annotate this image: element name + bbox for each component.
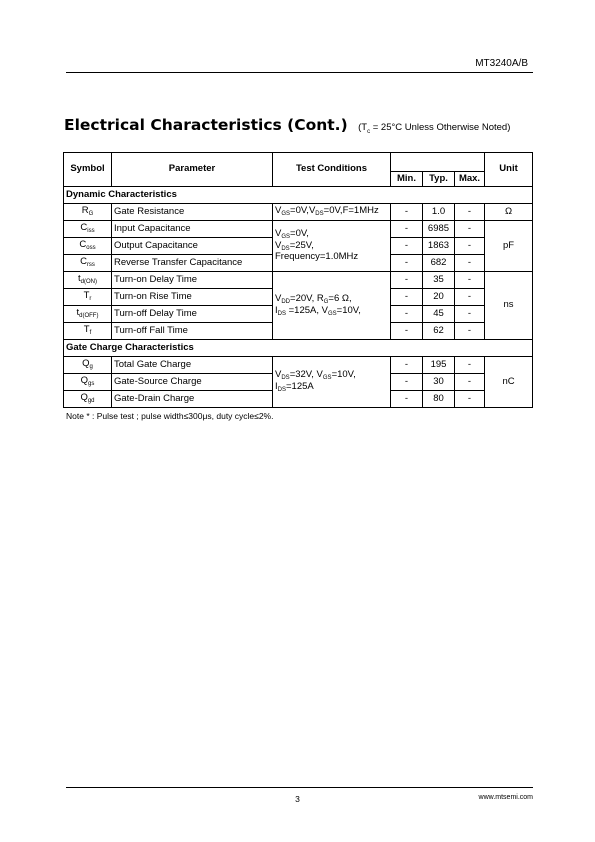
footnote: Note * : Pulse test ; pulse width≤300μs, duty cycle≤2%.: [66, 411, 274, 421]
tc-text: =0V,: [290, 227, 309, 239]
symbol-main: t: [78, 273, 81, 285]
header-max: Max.: [455, 172, 485, 187]
test-condition-cell: [273, 357, 391, 408]
header-parameter: Parameter: [112, 153, 273, 187]
symbol-main: C: [79, 239, 87, 251]
min-cell: -: [391, 221, 423, 238]
section-title-row: [64, 116, 510, 135]
typ-cell: 1.0: [423, 204, 455, 221]
tc-text: =10V,: [336, 304, 361, 316]
min-cell: -: [391, 255, 423, 272]
symbol-sub: r: [89, 296, 92, 303]
tc-sub: DS: [281, 375, 290, 382]
tc-text: =125A, V: [285, 304, 328, 316]
page-number: 3: [295, 794, 300, 804]
test-condition-cell: [273, 204, 391, 221]
tc-text: V: [275, 369, 282, 381]
cond-open: (T: [358, 122, 368, 133]
max-cell: -: [455, 306, 485, 323]
symbol-main: T: [83, 290, 90, 302]
tc-sub: DS: [281, 245, 290, 252]
cond-rest: = 25°C Unless Otherwise Noted): [370, 122, 511, 133]
symbol-cell: [64, 374, 112, 391]
parameter-cell: Turn-off Fall Time: [112, 323, 273, 340]
parameter-cell: Output Capacitance: [112, 238, 273, 255]
tc-text: =20V, R: [290, 292, 324, 304]
parameter-cell: Turn-on Rise Time: [112, 289, 273, 306]
min-cell: -: [391, 357, 423, 374]
tc-line: [275, 306, 388, 318]
tc-sub: G: [323, 298, 329, 305]
table-header-row: [64, 153, 533, 172]
unit-cell: nC: [485, 357, 533, 408]
symbol-cell: [64, 289, 112, 306]
symbol-main: Q: [80, 375, 89, 387]
min-cell: -: [391, 204, 423, 221]
max-cell: -: [455, 357, 485, 374]
tc-sub: DS: [277, 387, 286, 393]
typ-cell: 45: [423, 306, 455, 323]
symbol-sub: d(ON): [80, 279, 97, 286]
typ-cell: 62: [423, 323, 455, 340]
unit-cell: ns: [485, 272, 533, 340]
min-cell: -: [391, 374, 423, 391]
typ-cell: 30: [423, 374, 455, 391]
header-min: Min.: [391, 172, 423, 187]
symbol-main: Q: [82, 358, 90, 370]
parameter-cell: Reverse Transfer Capacitance: [112, 255, 273, 272]
footer-rule: [66, 787, 533, 788]
unit-cell: pF: [485, 221, 533, 272]
symbol-main: T: [83, 324, 90, 336]
max-cell: -: [455, 374, 485, 391]
typ-cell: 682: [423, 255, 455, 272]
min-cell: -: [391, 323, 423, 340]
unit-cell: Ω: [485, 204, 533, 221]
header-typ: Typ.: [423, 172, 455, 187]
symbol-cell: [64, 272, 112, 289]
symbol-sub: g: [89, 364, 93, 371]
parameter-cell: Gate-Source Charge: [112, 374, 273, 391]
tc-text: =125A: [285, 381, 314, 392]
tc-text: V: [275, 227, 282, 239]
title-condition: [358, 122, 510, 133]
tc-sub: GS: [281, 233, 291, 240]
symbol-main: t: [76, 307, 80, 319]
typ-cell: 6985: [423, 221, 455, 238]
table-row: [64, 204, 533, 221]
website-link[interactable]: www.mtsemi.com: [478, 794, 533, 801]
section-row-gate-charge: [64, 340, 533, 357]
symbol-cell: [64, 323, 112, 340]
tc-text: =0V,F=1MHz: [323, 205, 379, 217]
typ-cell: 80: [423, 391, 455, 408]
header-symbol: Symbol: [64, 153, 112, 187]
max-cell: -: [455, 238, 485, 255]
symbol-sub: gs: [88, 381, 95, 388]
parameter-cell: Total Gate Charge: [112, 357, 273, 374]
symbol-sub: G: [88, 211, 94, 218]
electrical-characteristics-table: [63, 152, 533, 408]
tc-text: =6 Ω,: [328, 292, 352, 304]
max-cell: -: [455, 204, 485, 221]
tc-text: =25V,: [289, 239, 314, 251]
symbol-cell: [64, 357, 112, 374]
tc-sub: DD: [281, 298, 291, 305]
table-row: [64, 272, 533, 289]
header-values-group: [391, 153, 485, 172]
section-gate-charge-label: Gate Charge Characteristics: [64, 340, 533, 357]
max-cell: -: [455, 323, 485, 340]
symbol-cell: [64, 391, 112, 408]
tc-text: =10V,: [331, 369, 356, 381]
cond-sub: c: [367, 128, 371, 135]
symbol-sub: f: [89, 330, 92, 337]
header-test-conditions: Test Conditions: [273, 153, 391, 187]
min-cell: -: [391, 289, 423, 306]
header-part-number: MT3240A/B: [475, 58, 528, 69]
min-cell: -: [391, 306, 423, 323]
min-cell: -: [391, 272, 423, 289]
tc-text: V: [275, 239, 282, 251]
typ-cell: 1863: [423, 238, 455, 255]
symbol-sub: iss: [87, 228, 95, 235]
table-row: [64, 221, 533, 238]
min-cell: -: [391, 238, 423, 255]
parameter-cell: Gate-Drain Charge: [112, 391, 273, 408]
header-unit: Unit: [485, 153, 533, 187]
symbol-sub: oss: [86, 245, 96, 252]
tc-sub: DS: [277, 310, 286, 317]
typ-cell: 195: [423, 357, 455, 374]
max-cell: -: [455, 255, 485, 272]
tc-line: Frequency=1.0MHz: [275, 251, 359, 263]
tc-line: [275, 382, 388, 394]
typ-cell: 20: [423, 289, 455, 306]
parameter-cell: Turn-off Delay Time: [112, 306, 273, 323]
tc-text: I: [275, 304, 278, 316]
section-title: Electrical Characteristics (Cont.): [64, 116, 348, 134]
tc-text: =32V, V: [289, 369, 323, 381]
tc-text: =0V,V: [290, 205, 316, 217]
parameter-cell: Gate Resistance: [112, 204, 273, 221]
symbol-cell: [64, 238, 112, 255]
max-cell: -: [455, 221, 485, 238]
symbol-main: R: [81, 205, 89, 217]
header-rule: [66, 72, 533, 73]
typ-cell: 35: [423, 272, 455, 289]
tc-text: V: [275, 292, 282, 304]
symbol-cell: [64, 204, 112, 221]
min-cell: -: [391, 391, 423, 408]
tc-text: V: [275, 205, 282, 217]
tc-sub: GS: [281, 211, 291, 218]
parameter-cell: Turn-on Delay Time: [112, 272, 273, 289]
symbol-cell: [64, 255, 112, 272]
test-condition-cell: [273, 272, 391, 340]
tc-text: I: [275, 381, 278, 392]
symbol-main: Q: [80, 392, 88, 404]
tc-sub: DS: [315, 211, 324, 218]
symbol-main: C: [80, 222, 88, 234]
test-condition-cell: [273, 221, 391, 272]
symbol-sub: d(OFF): [79, 313, 99, 320]
symbol-main: C: [80, 256, 87, 268]
symbol-sub: rss: [86, 262, 95, 269]
symbol-cell: [64, 221, 112, 238]
table-row: [64, 357, 533, 374]
parameter-cell: Input Capacitance: [112, 221, 273, 238]
max-cell: -: [455, 272, 485, 289]
symbol-sub: gd: [87, 398, 95, 405]
max-cell: -: [455, 391, 485, 408]
section-row-dynamic: [64, 187, 533, 204]
symbol-cell: [64, 306, 112, 323]
tc-sub: GS: [327, 310, 337, 317]
tc-sub: GS: [322, 375, 332, 382]
section-dynamic-label: Dynamic Characteristics: [64, 187, 533, 204]
max-cell: -: [455, 289, 485, 306]
